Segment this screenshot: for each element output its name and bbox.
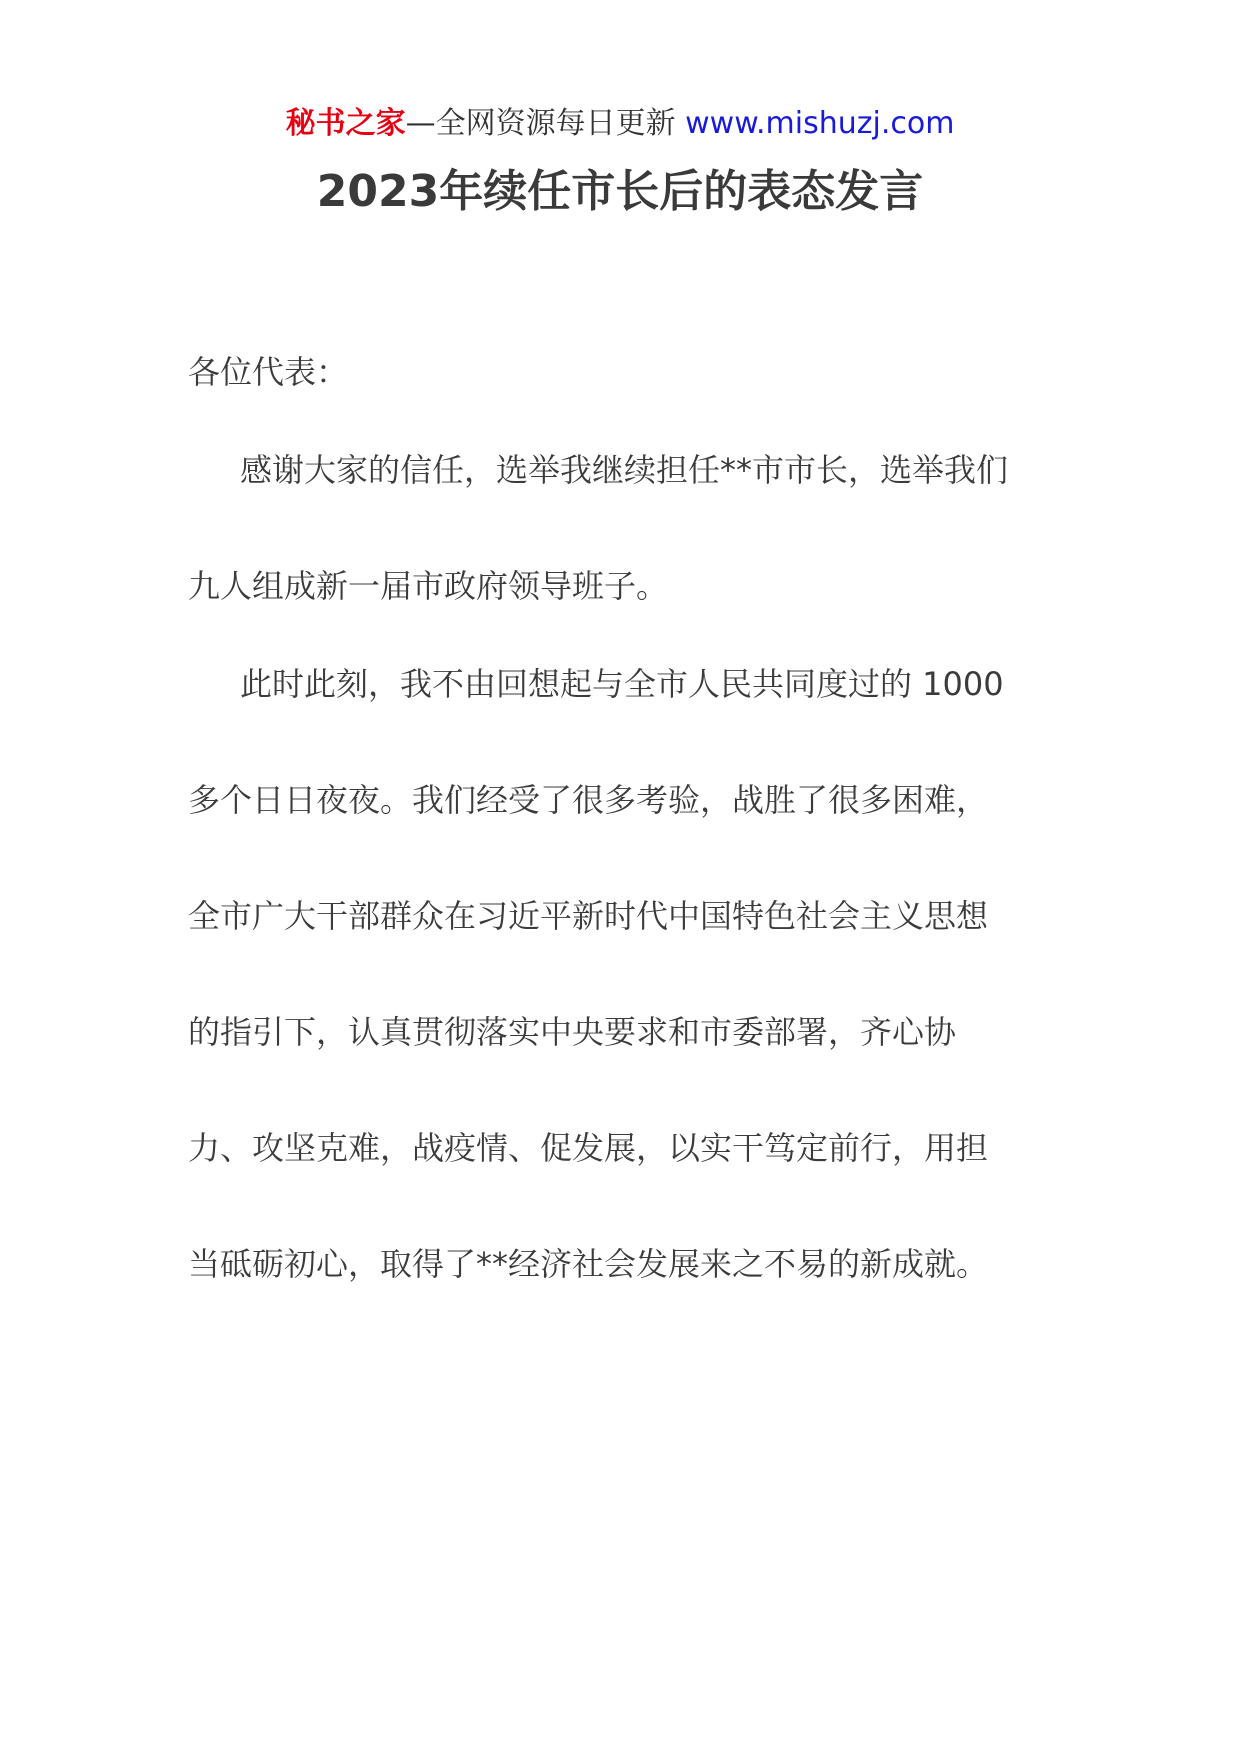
paragraph-line: 的指引下，认真贯彻落实中央要求和市委部署，齐心协 bbox=[188, 1013, 957, 1051]
salutation: 各位代表： bbox=[188, 353, 349, 391]
paragraph-line: 多个日日夜夜。我们经受了很多考验，战胜了很多困难， bbox=[188, 781, 989, 819]
brand-name: 秘书之家 bbox=[285, 106, 406, 141]
paragraph-line: 全市广大干部群众在习近平新时代中国特色社会主义思想 bbox=[188, 897, 989, 935]
paragraph-line: 此时此刻，我不由回想起与全市人民共同度过的 1000 bbox=[240, 665, 1004, 703]
paragraph-line: 感谢大家的信任，选举我继续担任**市市长，选举我们 bbox=[240, 451, 1009, 489]
site-header bbox=[0, 104, 1240, 144]
paragraph-line: 九人组成新一届市政府领导班子。 bbox=[188, 567, 669, 605]
document-title: 2023年续任市长后的表态发言 bbox=[316, 166, 924, 217]
site-url-link[interactable]: www.mishuzj.com bbox=[685, 106, 955, 141]
paragraph-line: 当砥砺初心，取得了**经济社会发展来之不易的新成就。 bbox=[188, 1245, 989, 1283]
paragraph-line: 力、攻坚克难，战疫情、促发展，以实干笃定前行，用担 bbox=[188, 1129, 989, 1167]
site-tagline: —全网资源每日更新 bbox=[405, 106, 686, 141]
